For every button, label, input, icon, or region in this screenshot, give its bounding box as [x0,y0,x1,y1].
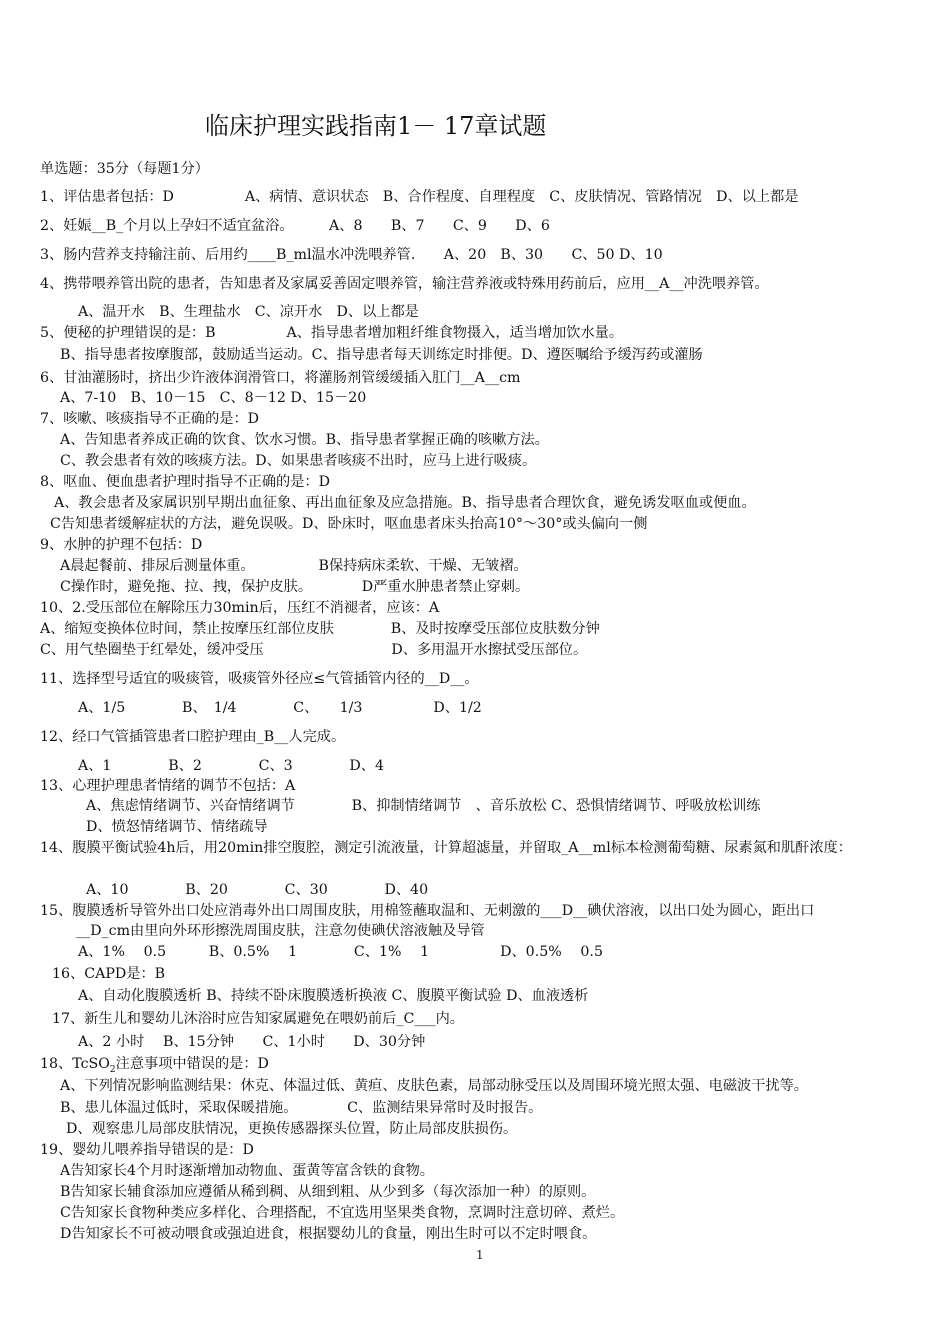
option-line: A、下列情况影响监测结果：休克、体温过低、黄疸、皮肤色素，局部动脉受压以及周围环境光照太强、电磁波干扰等。 [60,1078,808,1094]
question-line: 17、新生儿和婴幼儿沐浴时应告知家属避免在喂奶前后_C___内。 [52,1011,464,1027]
question-line: 12、经口气管插管患者口腔护理由_B__人完成。 [40,729,346,745]
option-line: A、温开水 B、生理盐水 C、凉开水 D、以上都是 [78,304,419,320]
option-line: B、患儿体温过低时，采取保暖措施。 C、监测结果异常时及时报告。 [60,1100,543,1116]
question-line: 15、腹膜透析导管外出口处应消毒外出口周围皮肤，用棉签蘸取温和、无刺激的___D__碘伏溶液，以出口处为圆心，距出口 [40,903,815,919]
option-line: A、1/5 B、 1/4 C、 1/3 D、1/2 [78,700,482,716]
option-line: D、愤怒情绪调节、情绪疏导 [86,819,268,835]
option-line: C告知家长食物种类应多样化、合理搭配，不宜选用坚果类食物，烹调时注意切碎、煮烂。 [60,1205,625,1221]
question-line: 7、咳嗽、咳痰指导不正确的是：D [40,411,260,427]
question-line: 14、腹膜平衡试验4h后，用20min排空腹腔，测定引流液量，计算超滤量，并留取_A__ml标本检测葡萄糖、尿素氮和肌酐浓度： [40,840,852,856]
question-line: 10、2.受压部位在解除压力30min后，压红不消褪者，应该：A [40,600,440,616]
option-line: D告知家长不可被动喂食或强迫进食，根据婴幼儿的食量，刚出生时可以不定时喂食。 [60,1226,597,1242]
option-line: A、焦虑情绪调节、兴奋情绪调节 B、抑制情绪调节 、音乐放松 C、恐惧情绪调节、呼吸放松训练 [86,798,761,814]
option-line: A晨起餐前、排尿后测量体重。 B保持病床柔软、干燥、无皱褶。 [60,558,528,574]
page-number: 1 [476,1248,484,1262]
option-line: C告知患者缓解症状的方法，避免误吸。D、卧床时，呕血患者床头抬高10°～30°或头偏向一侧 [50,516,648,532]
section-heading: 单选题：35分（每题1分） [40,161,209,177]
subscript: 2 [109,1064,116,1075]
question-line [40,1055,269,1079]
option-line: B、指导患者按摩腹部，鼓励适当运动。C、指导患者每天训练定时排便。D、遵医嘱给予缓泻药或灌肠 [60,347,703,363]
option-line: A、缩短变换体位时间，禁止按摩压红部位皮肤 B、及时按摩受压部位皮肤数分钟 [40,621,600,637]
option-line: A、7-10 B、10－15 C、8－12 D、15－20 [60,390,367,406]
question-line: 5、便秘的护理错误的是：B A、指导患者增加粗纤维食物摄入，适当增加饮水量。 [40,325,624,341]
option-line: A、10 B、20 C、30 D、40 [86,882,429,898]
question-line: 6、甘油灌肠时，挤出少许液体润滑管口，将灌肠剂管缓缓插入肛门__A__cm [40,370,521,386]
question-line: 3、肠内营养支持输注前、后用约____B_ml温水冲洗喂养管. A、20 B、30 C、50 D、10 [40,247,663,263]
question-text: 18、TcSO [40,1056,110,1072]
option-line: A、1 B、2 C、3 D、4 [78,758,385,774]
option-line: C、教会患者有效的咳痰方法。D、如果患者咳痰不出时，应马上进行吸痰。 [60,453,537,469]
question-line: 16、CAPD是：B [52,966,166,982]
option-line: A告知家长4个月时逐渐增加动物血、蛋黄等富含铁的食物。 [60,1163,434,1179]
option-line: A、告知患者养成正确的饮食、饮水习惯。B、指导患者掌握正确的咳嗽方法。 [60,432,549,448]
option-line: A、2 小时 B、15分钟 C、1小时 D、30分钟 [78,1034,426,1050]
question-line: 19、婴幼儿喂养指导错误的是：D [40,1142,254,1158]
document-title: 临床护理实践指南1－ 17章试题 [205,112,547,140]
question-line: 9、水肿的护理不包括：D [40,537,203,553]
option-line: D、观察患儿局部皮肤情况，更换传感器探头位置，防止局部皮肤损伤。 [66,1121,518,1137]
question-line: 4、携带喂养管出院的患者，告知患者及家属妥善固定喂养管，输注营养液或特殊用药前后，应用__A__冲洗喂养管。 [40,276,769,292]
question-text: 注意事项中错误的是：D [115,1056,269,1072]
option-line: A、自动化腹膜透析 B、持续不卧床腹膜透析换液 C、腹膜平衡试验 D、血液透析 [78,988,589,1004]
option-line: C操作时，避免拖、拉、拽，保护皮肤。 D严重水肿患者禁止穿刺。 [60,579,530,595]
question-line: 8、呕血、便血患者护理时指导不正确的是：D [40,474,330,490]
option-line: A、1% 0.5 B、0.5% 1 C、1% 1 D、0.5% 0.5 [78,944,603,960]
question-line: 11、选择型号适宜的吸痰管，吸痰管外径应≤气管插管内径的__D__。 [40,671,479,687]
question-line: 13、心理护理患者情绪的调节不包括：A [40,778,296,794]
question-line: 2、妊娠__B_个月以上孕妇不适宜盆浴。 A、8 B、7 C、9 D、6 [40,218,550,234]
question-line: 1、评估患者包括：D A、病情、意识状态 B、合作程度、自理程度 C、皮肤情况、管路情况 D、以上都是 [40,189,799,205]
option-line: B告知家长辅食添加应遵循从稀到稠、从细到粗、从少到多（每次添加一种）的原则。 [60,1184,596,1200]
option-line: A、教会患者及家属识别早期出血征象、再出血征象及应急措施。B、指导患者合理饮食，避免诱发呕血或便血。 [54,495,756,511]
option-line: C、用气垫圈垫于红晕处，缓冲受压 D、多用温开水擦拭受压部位。 [40,642,588,658]
question-line: __D_cm由里向外环形擦洗周围皮肤，注意勿使碘伏溶液触及导管 [76,923,485,939]
